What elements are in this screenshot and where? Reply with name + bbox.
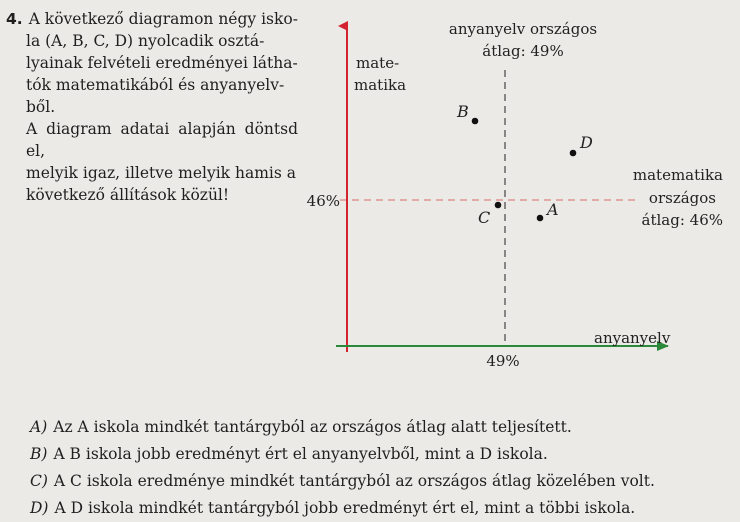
y-axis-label-line1: mate- xyxy=(356,54,400,72)
answer-options xyxy=(30,414,730,522)
answer-letter: D) xyxy=(30,499,49,517)
point-d-marker xyxy=(570,150,577,157)
problem-statement xyxy=(6,8,298,206)
scatter-chart xyxy=(300,10,736,380)
problem-line: melyik igaz, illetve melyik hamis a xyxy=(26,164,296,182)
point-d-label: D xyxy=(580,133,593,152)
point-a-label: A xyxy=(547,200,559,219)
answer-letter: A) xyxy=(30,418,48,436)
y-reference-tick: 46% xyxy=(306,192,340,210)
answer-letter: B) xyxy=(30,445,48,463)
x-reference-label-line2: átlag: 49% xyxy=(482,42,564,60)
x-axis-label: anyanyelv xyxy=(594,329,671,347)
problem-number: 4. xyxy=(6,10,23,28)
y-axis-label-line2: matika xyxy=(354,76,407,94)
point-c xyxy=(478,202,501,227)
y-reference-label-line2: országos xyxy=(648,189,716,207)
answer-text: A C iskola eredménye mindkét tantárgyból az országos átlag közelében volt. xyxy=(53,472,655,490)
point-b-marker xyxy=(472,118,479,125)
answer-letter: C) xyxy=(30,472,48,490)
answer-option-d xyxy=(30,495,730,522)
y-reference-label-line1: matematika xyxy=(632,166,723,184)
answer-option-a xyxy=(30,414,730,441)
problem-line: lyainak felvételi eredményei látha- xyxy=(26,54,298,72)
answer-option-b xyxy=(30,441,730,468)
problem-line: következő állítások közül! xyxy=(26,186,230,204)
problem-line: ből. xyxy=(26,98,56,116)
answer-text: A B iskola jobb eredményt ért el anyanyelvből, mint a D iskola. xyxy=(53,445,548,463)
problem-line: tók matematikából és anyanyelv- xyxy=(26,76,285,94)
point-a-marker xyxy=(537,215,544,222)
answer-text: A D iskola mindkét tantárgyból jobb eredményt ért el, mint a többi iskola. xyxy=(54,499,636,517)
answer-text: Az A iskola mindkét tantárgyból az országos átlag alatt teljesített. xyxy=(53,418,572,436)
problem-line: A diagram adatai alapján döntsd el, xyxy=(26,120,298,160)
answer-option-c xyxy=(30,468,730,495)
x-reference-label-line1: anyanyelv országos xyxy=(448,20,598,38)
problem-line: A következő diagramon négy isko- xyxy=(28,10,298,28)
point-b xyxy=(456,102,478,124)
x-reference-tick: 49% xyxy=(486,352,520,370)
point-d xyxy=(570,133,593,156)
point-b-label: B xyxy=(457,102,469,121)
point-a xyxy=(537,200,559,221)
problem-line: la (A, B, C, D) nyolcadik osztá- xyxy=(26,32,265,50)
point-c-marker xyxy=(495,202,502,209)
y-reference-label-line3: átlag: 46% xyxy=(641,211,723,229)
point-c-label: C xyxy=(478,208,491,227)
